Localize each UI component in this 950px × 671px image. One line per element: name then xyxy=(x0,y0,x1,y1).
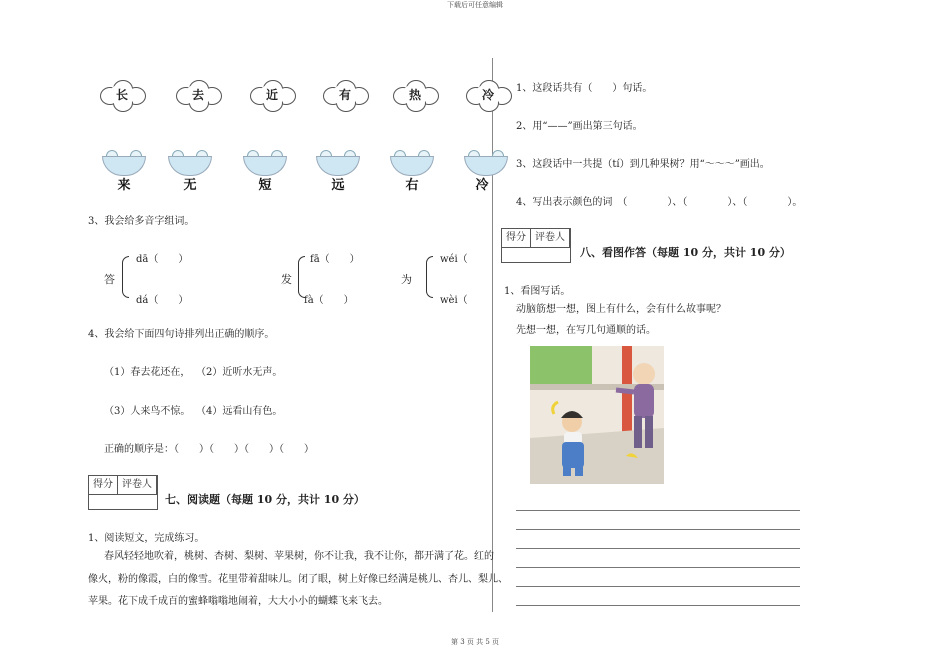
q3-char: 答 xyxy=(104,273,115,286)
pot-card xyxy=(388,150,436,193)
sec7-q1: 1、阅读短文，完成练习。 xyxy=(88,533,205,544)
header-note: 下载后可任意编辑 xyxy=(447,1,503,9)
pot-card xyxy=(314,150,362,193)
reading-q2: 2、用“——”画出第三句话。 xyxy=(516,121,643,132)
section-7-title: 七、阅读题（每题 10 分，共计 10 分） xyxy=(165,493,365,506)
writing-line[interactable] xyxy=(516,510,800,511)
flower-card xyxy=(323,80,367,110)
writing-line[interactable] xyxy=(516,567,800,568)
q3-pinyin: dā（ ） xyxy=(136,254,189,265)
q3-char: 发 xyxy=(281,273,292,286)
q3-pinyin: fà（ ） xyxy=(304,295,354,306)
poem-line: （1）春去花还在， xyxy=(104,367,191,378)
flower-card xyxy=(466,80,492,110)
q3-pinyin: fā（ ） xyxy=(310,254,360,265)
flower-card xyxy=(250,80,294,110)
poem-line: （2）近听水无声。 xyxy=(196,367,283,378)
flower-word: 热 xyxy=(402,84,428,106)
pot-word: 远 xyxy=(331,178,345,193)
flower-word: 近 xyxy=(259,84,285,106)
passage-line: 像火，粉的像霞，白的像雪。花里带着甜味儿。闭了眼，树上好像已经满是桃儿、杏儿、梨儿、 xyxy=(88,574,508,585)
grader-label: 评卷人 xyxy=(531,229,570,247)
pot-word: 无 xyxy=(183,178,197,193)
passage-line: 苹果。花下成千成百的蜜蜂嗡嗡地闹着，大大小小的蝴蝶飞来飞去。 xyxy=(88,596,388,607)
q3-char: 为 xyxy=(401,273,412,286)
section-8-title: 八、看图作答（每题 10 分，共计 10 分） xyxy=(580,246,791,259)
pot-card xyxy=(166,150,214,193)
pot-card xyxy=(462,150,492,193)
reading-q1: 1、这段话共有（ ）句话。 xyxy=(516,83,653,94)
pot-word: 短 xyxy=(258,178,272,193)
poem-line: （4）远看山有色。 xyxy=(196,406,283,417)
score-label: 得分 xyxy=(502,229,531,247)
flower-card xyxy=(100,80,144,110)
q3-title: 3、我会给多音字组词。 xyxy=(88,216,195,227)
pot-card xyxy=(100,150,148,193)
column-divider xyxy=(492,58,493,612)
reading-q3: 3、这段话中一共提（tí）到几种果树？用“～～～”画出。 xyxy=(516,159,770,170)
writing-line[interactable] xyxy=(516,586,800,587)
q3-pinyin: wéi（ xyxy=(440,254,468,265)
poem-line: （3）人来鸟不惊。 xyxy=(104,406,191,417)
score-box xyxy=(501,228,571,248)
q4-title: 4、我会给下面四句诗排列出正确的顺序。 xyxy=(88,329,275,340)
pot-card xyxy=(241,150,289,193)
flower-word: 去 xyxy=(185,84,211,106)
brace xyxy=(426,256,433,298)
pot-word: 来 xyxy=(117,178,131,193)
pot-word: 右 xyxy=(405,178,419,193)
flower-word: 冷 xyxy=(475,84,501,106)
brace xyxy=(122,256,129,298)
writing-line[interactable] xyxy=(516,548,800,549)
pot-word: 冷 xyxy=(475,178,489,193)
score-label: 得分 xyxy=(89,476,118,494)
q3-pinyin: dá（ ） xyxy=(136,295,189,306)
sec8-q1: 1、看图写话。 xyxy=(504,286,571,297)
page-footer: 第 3 页 共 5 页 xyxy=(450,638,500,646)
flower-word: 长 xyxy=(109,84,135,106)
sec8-instruction: 先想一想，在写几句通顺的话。 xyxy=(516,325,656,336)
writing-line[interactable] xyxy=(516,605,800,606)
story-illustration xyxy=(530,346,664,484)
sec8-instruction: 动脑筋想一想，图上有什么，会有什么故事呢？ xyxy=(516,304,726,315)
grader-label: 评卷人 xyxy=(118,476,157,494)
flower-card xyxy=(393,80,437,110)
flower-word: 有 xyxy=(332,84,358,106)
order-answer: 正确的顺序是：（ ）（ ）（ ）（ ） xyxy=(104,444,314,455)
score-box xyxy=(88,475,158,495)
writing-line[interactable] xyxy=(516,529,800,530)
flower-card xyxy=(176,80,220,110)
q3-pinyin: wèi（ xyxy=(440,295,468,306)
passage-line: 春风轻轻地吹着，桃树、杏树、梨树、苹果树，你不让我，我不让你，都开满了花。红的 xyxy=(104,551,494,562)
reading-q4: 4、写出表示颜色的词 （ ）、（ ）、（ ）。 xyxy=(516,197,803,208)
